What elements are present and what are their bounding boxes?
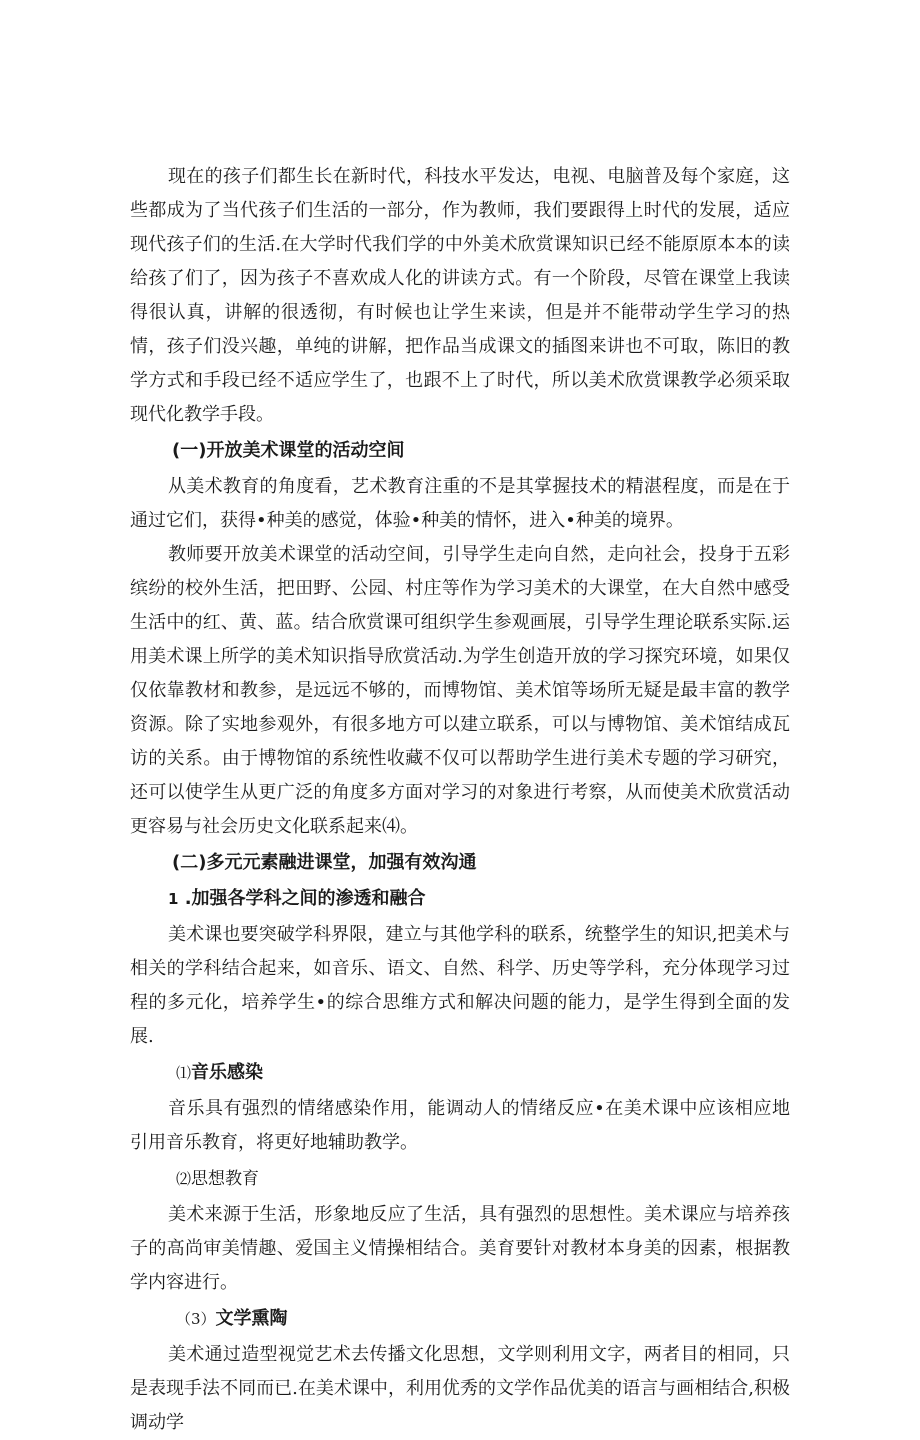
item-title: 思想教育 <box>191 1169 260 1189</box>
item3-paragraph: 美术通过造型视觉艺术去传播文化思想，文学则利用文字，两者目的相同，只是表现手法不同而已.在美术课中，利用优秀的文学作品优美的语言与画相结合,积极调动学 <box>130 1344 790 1433</box>
item-number: （3） <box>176 1310 216 1328</box>
item-heading-1 <box>130 1056 790 1090</box>
document-body <box>130 160 790 1440</box>
subsection1-paragraph: 美术课也要突破学科界限，建立与其他学科的联系，统整学生的知识,把美术与相关的学科结合起来，如音乐、语文、自然、科学、历史等学科，充分体现学习过程的多元化，培养学生•的综合思维方式和解决问题的能力，是学生得到全面的发展. <box>130 924 790 1047</box>
section-heading-1: (一)开放美术课堂的活动空间 <box>172 440 405 461</box>
intro-paragraph: 现在的孩子们都生长在新时代，科技水平发达，电视、电脑普及每个家庭，这些都成为了当代孩子们生活的一部分，作为教师，我们要跟得上时代的发展，适应现代孩子们的生活.在大学时代我们学的中外美术欣赏课知识已经不能原原本本的读给孩了们了，因为孩子不喜欢成人化的讲读方式。有一个阶段，尽管在课堂上我读得很认真，讲解的很透彻，有时候也让学生来读，但是并不能带动学生学习的热情，孩子们没兴趣，单纯的讲解，把作品当成课文的插图来讲也不可取，陈旧的教学方式和手段已经不适应学生了，也跟不上了时代，所以美术欣赏课教学必须采取现代化教学手段。 <box>130 166 790 425</box>
section1-paragraph-1: 从美术教育的角度看，艺术教育注重的不是其掌握技术的精湛程度，而是在于通过它们，获得•种美的感觉，体验•种美的情怀，进入•种美的境界。 <box>130 476 790 531</box>
item-heading-2 <box>130 1162 790 1196</box>
section1-paragraph-2: 教师要开放美术课堂的活动空间，引导学生走向自然，走向社会，投身于五彩缤纷的校外生活，把田野、公园、村庄等作为学习美术的大课堂，在大自然中感受生活中的红、黄、蓝。结合欣赏课可组织学生参观画展，引导学生理论联系实际.运用美术课上所学的美术知识指导欣赏活动.为学生创造开放的学习探究环境，如果仅仅依靠教材和教参，是远远不够的，而博物馆、美术馆等场所无疑是最丰富的教学资源。除了实地参观外，有很多地方可以建立联系，可以与博物馆、美术馆结成瓦访的关系。由于博物馆的系统性收藏不仅可以帮助学生进行美术专题的学习研究，还可以使学生从更广泛的角度多方面对学习的对象进行考察，从而使美术欣赏活动更容易与社会历史文化联系起来⑷。 <box>130 544 790 837</box>
item-title: 音乐感染 <box>191 1062 264 1083</box>
section-heading-2: (二)多元元素融进课堂，加强有效沟通 <box>172 852 477 873</box>
subsection-title: .加强各学科之间的渗透和融合 <box>184 888 426 909</box>
item-title: 文学熏陶 <box>215 1308 288 1329</box>
item-number: ⑴ <box>176 1064 192 1082</box>
subsection-number: 1 <box>168 890 179 908</box>
item-number: ⑵ <box>176 1170 192 1188</box>
item2-paragraph: 美术来源于生活，形象地反应了生活，具有强烈的思想性。美术课应与培养孩子的高尚审美情趣、爱国主义情操相结合。美育要针对教材本身美的因素，根据教学内容进行。 <box>130 1204 790 1293</box>
subsection-heading-1 <box>130 882 790 916</box>
item1-paragraph: 音乐具有强烈的情绪感染作用，能调动人的情绪反应•在美术课中应该相应地引用音乐教育，将更好地辅助教学。 <box>130 1098 790 1153</box>
item-heading-3 <box>130 1302 790 1336</box>
